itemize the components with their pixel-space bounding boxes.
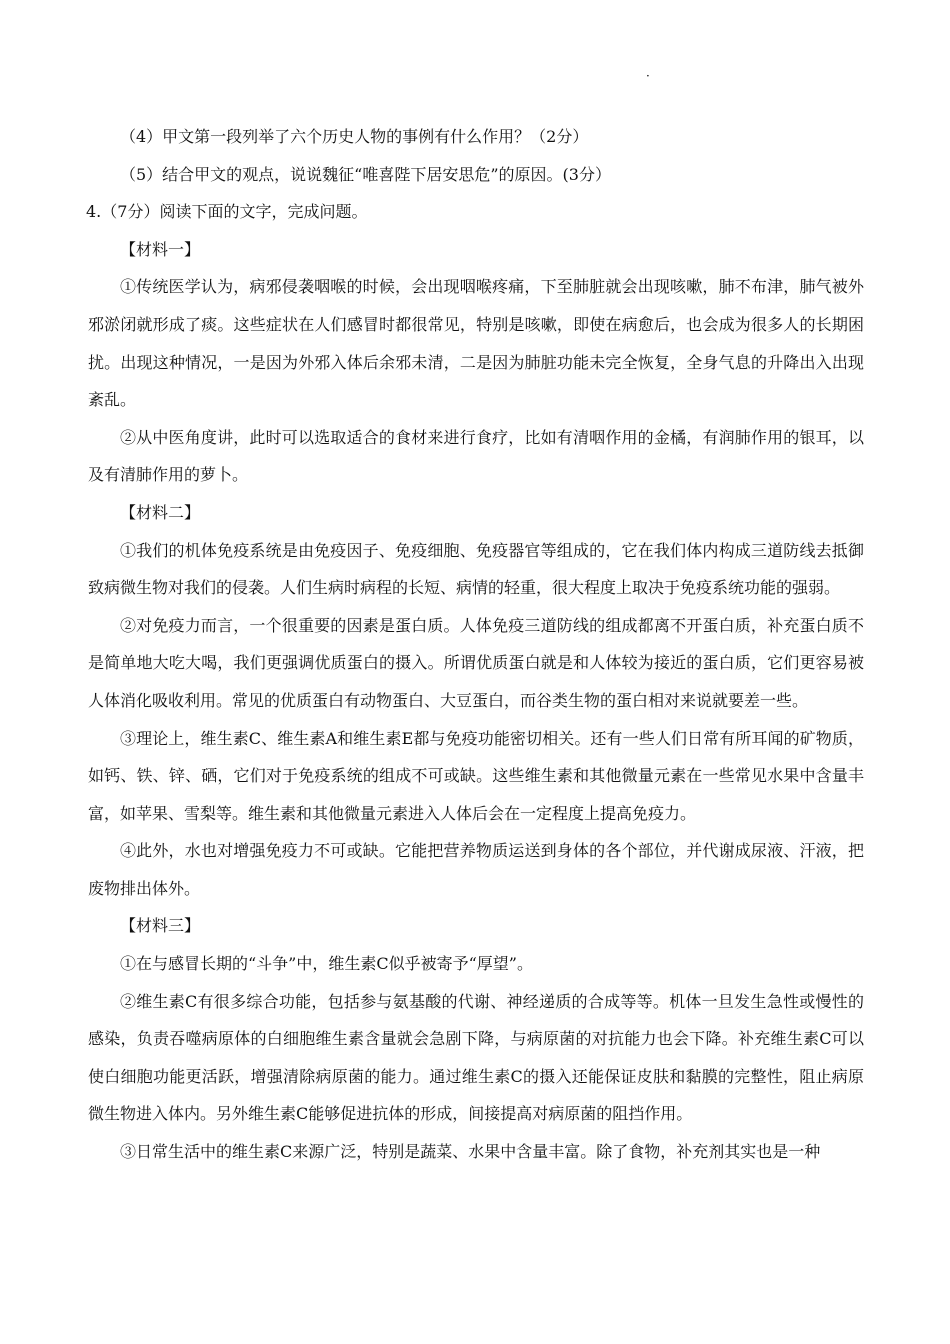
header-mark: · bbox=[646, 69, 650, 83]
material-1-heading: 【材料一】 bbox=[120, 239, 201, 259]
material-2-paragraph-1: ①我们的机体免疫系统是由免疫因子、免疫细胞、免疫器官等组成的，它在我们体内构成三道防线去抵御致病微生物对我们的侵袭。人们生病时病程的长短、病情的轻重，很大程度上取决于免疫系统功能的强弱。 bbox=[88, 540, 864, 598]
material-2-paragraph-3: ③理论上，维生素C、维生素A和维生素E都与免疫功能密切相关。还有一些人们日常有所耳闻的矿物质，如钙、铁、锌、硒，它们对于免疫系统的组成不可或缺。这些维生素和其他微量元素在一些常见水果中含量丰富，如苹果、雪梨等。维生素和其他微量元素进入人体后会在一定程度上提高免疫力。 bbox=[88, 728, 864, 823]
material-3-heading: 【材料三】 bbox=[120, 916, 201, 936]
material-2-paragraph-4: ④此外，水也对增强免疫力不可或缺。它能把营养物质运送到身体的各个部位，并代谢成尿液、汗液，把废物排出体外。 bbox=[88, 841, 864, 898]
material-1-paragraph-1: ①传统医学认为，病邪侵袭咽喉的时候，会出现咽喉疼痛，下至肺脏就会出现咳嗽，肺不布津，肺气被外邪淤闭就形成了痰。这些症状在人们感冒时都很常见，特别是咳嗽，即使在病愈后，也会成为很多人的长期困扰。出现这种情况，一是因为外邪入体后余邪未清，二是因为肺脏功能未完全恢复，全身气息的升降出入出现紊乱。 bbox=[88, 277, 864, 410]
material-2-paragraph-2: ②对免疫力而言，一个很重要的因素是蛋白质。人体免疫三道防线的组成都离不开蛋白质，补充蛋白质不是简单地大吃大喝，我们更强调优质蛋白的摄入。所谓优质蛋白就是和人体较为接近的蛋白质，它们更容易被人体消化吸收利用。常见的优质蛋白有动物蛋白、大豆蛋白，而谷类生物的蛋白相对来说就要差一些。 bbox=[88, 615, 864, 710]
material-3-paragraph-1: ①在与感冒长期的“斗争”中，维生素C似乎被寄予“厚望”。 bbox=[120, 954, 533, 974]
material-3-paragraph-2: ②维生素C有很多综合功能，包括参与氨基酸的代谢、神经递质的合成等等。机体一旦发生急性或慢性的感染，负责吞噬病原体的白细胞维生素含量就会急剧下降，与病原菌的对抗能力也会下降。补充维生素C可以使白细胞功能更活跃，增强清除病原菌的能力。通过维生素C的摄入还能保证皮肤和黏膜的完整性，阻止病原微生物进入体内。另外维生素C能够促进抗体的形成，间接提高对病原菌的阻挡作用。 bbox=[88, 991, 864, 1124]
question-4-sub-5: （5）结合甲文的观点，说说魏征“唯喜陛下居安思危”的原因。(3分） bbox=[120, 164, 611, 184]
document-body bbox=[88, 118, 864, 1171]
question-4-sub-4: （4）甲文第一段列举了六个历史人物的事例有什么作用？（2分） bbox=[120, 127, 589, 146]
material-3-paragraph-3: ③日常生活中的维生素C来源广泛，特别是蔬菜、水果中含量丰富。除了食物，补充剂其实也是一种 bbox=[120, 1142, 821, 1162]
material-1-paragraph-2: ②从中医角度讲，此时可以选取适合的食材来进行食疗，比如有清咽作用的金橘，有润肺作用的银耳，以及有清肺作用的萝卜。 bbox=[88, 427, 864, 485]
material-2-heading: 【材料二】 bbox=[120, 502, 201, 522]
question-4-title: 4.（7分）阅读下面的文字，完成问题。 bbox=[86, 202, 368, 222]
